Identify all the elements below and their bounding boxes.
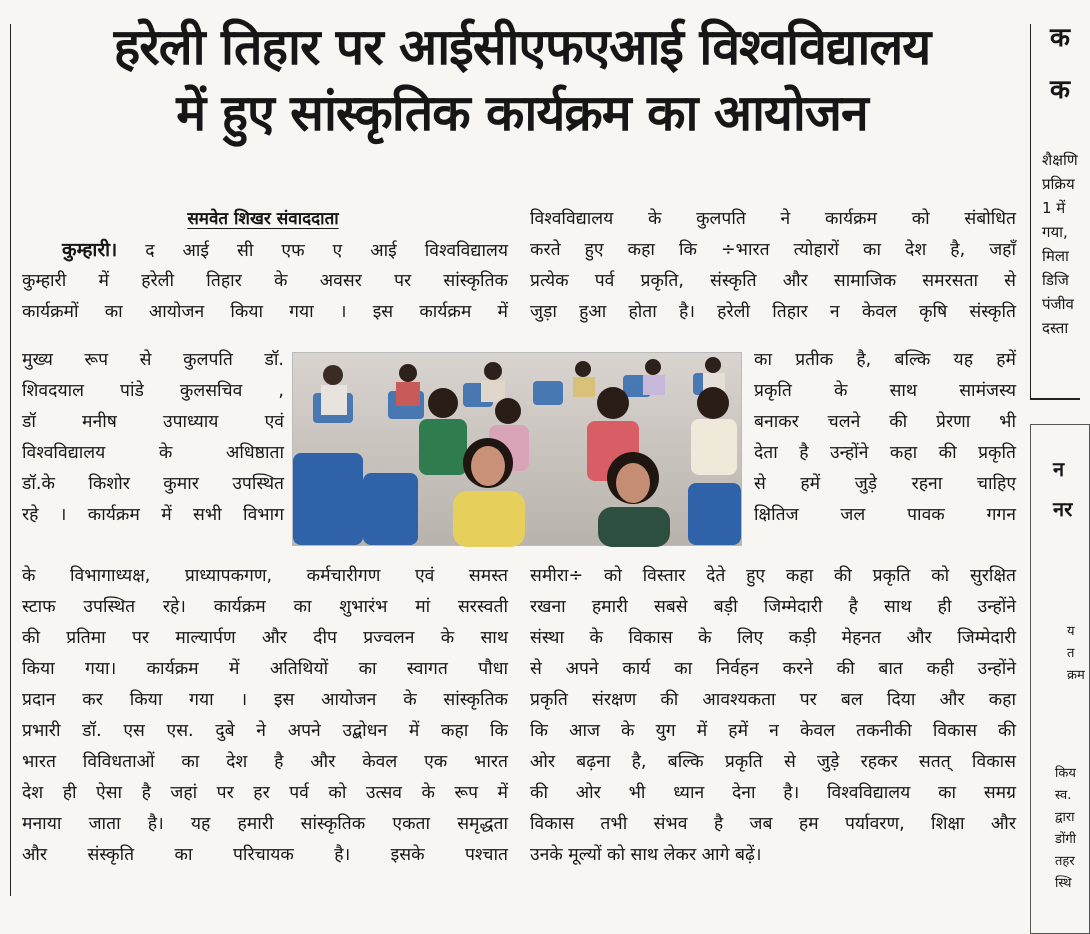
column-2-top bbox=[530, 204, 1016, 328]
text-line: गया, bbox=[1042, 223, 1068, 241]
adjacent-text bbox=[1042, 148, 1078, 340]
text-line: प्रदान कर किया गया । इस आयोजन के सांस्कृतिक bbox=[22, 690, 508, 710]
adjacent-box bbox=[1030, 424, 1090, 934]
text-line: रखना हमारी सबसे बड़ी जिम्मेदारी है साथ ही उन्होंने bbox=[530, 597, 1016, 617]
text-line: स्टाफ उपस्थित रहे। कार्यक्रम का शुभारंभ मां सरस्वती bbox=[22, 597, 508, 617]
text-line: कुम्हारी में हरेली तिहार के अवसर पर सांस्कृतिक bbox=[22, 271, 508, 291]
adjacent-headline-1: क bbox=[1050, 23, 1070, 53]
text-line: दस्ता bbox=[1042, 319, 1069, 337]
text-line: बनाकर चलने की प्रेरणा भी bbox=[754, 412, 1016, 432]
column-2-bottom bbox=[530, 561, 1016, 871]
text-line: कि आज के युग में हमें न केवल तकनीकी विकास की bbox=[530, 721, 1016, 741]
text-line: मुख्य रूप से कुलपति डॉ. bbox=[22, 350, 284, 370]
column-2-narrow bbox=[754, 345, 1016, 531]
text-line: प्रकृति संरक्षण की आवश्यकता पर बल दिया और कहा bbox=[530, 690, 1016, 710]
byline-text: समवेत शिखर संवाददाता bbox=[187, 209, 339, 229]
text-line: उनके मूल्यों को साथ लेकर आगे बढ़ें। bbox=[530, 845, 762, 865]
headline-line-2: में हुए सांस्कृतिक कार्यक्रम का आयोजन bbox=[176, 84, 868, 142]
text-line bbox=[22, 235, 508, 266]
text-line: प्रभारी डॉ. एस एस. दुबे ने अपने उद्बोधन में कहा कि bbox=[22, 721, 508, 741]
text-line: तहर bbox=[1055, 854, 1075, 869]
headline-line-1: हरेली तिहार पर आईसीएफएआई विश्वविद्यालय bbox=[113, 18, 931, 76]
text-line: रहे । कार्यक्रम में सभी विभाग bbox=[22, 505, 284, 525]
text-line: करते हुए कहा कि ÷भारत त्योहारों का देश है, जहाँ bbox=[530, 240, 1016, 260]
text-line: विकास तभी संभव है जब हम पर्यावरण, शिक्षा और bbox=[530, 814, 1016, 834]
byline bbox=[18, 206, 508, 229]
text-line: प्रकृति के साथ सामंजस्य bbox=[754, 381, 1016, 401]
box-text-1 bbox=[1067, 621, 1085, 687]
text-line: 1 में bbox=[1042, 199, 1066, 217]
event-photo bbox=[292, 352, 742, 546]
headline bbox=[14, 14, 1030, 146]
box-text-2 bbox=[1055, 763, 1076, 895]
sidebar-rule bbox=[1030, 24, 1031, 400]
box-headline-1: न bbox=[1053, 457, 1065, 481]
column-1-bottom bbox=[22, 561, 508, 871]
adjacent-headline-2: क bbox=[1050, 75, 1070, 105]
text-line: के विभागाध्यक्ष, प्राध्यापकगण, कर्मचारीगण एवं समस्त bbox=[22, 566, 508, 586]
text-line: देश ही ऐसा है जहां पर हर पर्व को उत्सव के रूप में bbox=[22, 783, 508, 803]
text-line: विश्वविद्यालय के कुलपति ने कार्यक्रम को संबोधित bbox=[530, 209, 1016, 229]
column-1-narrow bbox=[22, 345, 284, 531]
text-line: स्थि bbox=[1055, 876, 1072, 891]
left-column-rule bbox=[10, 24, 11, 896]
text-line: डोंगी bbox=[1055, 832, 1077, 847]
text-line: संस्था के विकास के लिए कड़ी मेहनत और जिम्मेदारी bbox=[530, 628, 1016, 648]
text-line: य bbox=[1067, 624, 1075, 639]
text-line: द्वारा bbox=[1055, 810, 1075, 825]
text-line: डॉ.के किशोर कुमार उपस्थित bbox=[22, 474, 284, 494]
text-line: मिला bbox=[1042, 247, 1069, 265]
text-line: जुड़ा हुआ होता है। हरेली तिहार न केवल कृषि संस्कृति bbox=[530, 302, 1016, 322]
text-line: त bbox=[1067, 646, 1075, 661]
text-line: मनाया जाता है। यह हमारी सांस्कृतिक एकता समृद्धता bbox=[22, 814, 508, 834]
text-line: विश्वविद्यालय के अधिष्ठाता bbox=[22, 443, 284, 463]
text-line-tail: द आई सी एफ ए आई विश्वविद्यालय bbox=[117, 241, 508, 261]
text-line: क्रम bbox=[1067, 668, 1085, 683]
text-line: किय bbox=[1055, 766, 1076, 781]
text-line: क्षितिज जल पावक गगन bbox=[754, 505, 1016, 525]
text-line: से अपने कार्य का निर्वहन करने की बात कही उन्होंने bbox=[530, 659, 1016, 679]
text-line: से हमें जुड़े रहना चाहिए bbox=[754, 474, 1016, 494]
text-line: डिजि bbox=[1042, 271, 1069, 289]
text-line: प्रत्येक पर्व प्रकृति, संस्कृति और सामाजिक समरसता से bbox=[530, 271, 1016, 291]
text-line: का प्रतीक है, बल्कि यह हमें bbox=[754, 350, 1016, 370]
text-line: और संस्कृति का परिचायक है। इसके पश्चात bbox=[22, 845, 508, 865]
text-line: की ओर भी ध्यान देना है। विश्वविद्यालय का समग्र bbox=[530, 783, 1016, 803]
text-line: पंजीव bbox=[1042, 295, 1074, 313]
text-line: किया गया। कार्यक्रम में अतिथियों का स्वागत पौधा bbox=[22, 659, 508, 679]
dateline: कुम्हारी। bbox=[62, 239, 118, 261]
text-line: की प्रतिमा पर माल्यार्पण और दीप प्रज्वलन के साथ bbox=[22, 628, 508, 648]
text-line: स्व. bbox=[1055, 788, 1072, 803]
text-line: समीरा÷ को विस्तार देते हुए कहा की प्रकृति को सुरक्षित bbox=[530, 566, 1016, 586]
text-line: कार्यक्रमों का आयोजन किया गया । इस कार्यक्रम में bbox=[22, 302, 508, 322]
text-line: देता है उन्होंने कहा की प्रकृति bbox=[754, 443, 1016, 463]
text-line: भारत विविधताओं का देश है और केवल एक भारत bbox=[22, 752, 508, 772]
column-1-top bbox=[22, 235, 508, 328]
text-line: प्रक्रिय bbox=[1042, 175, 1075, 193]
text-line: शैक्षणि bbox=[1042, 151, 1078, 169]
text-line: ओर बढ़ना है, बल्कि प्रकृति से जुड़े रहकर सतत् विकास bbox=[530, 752, 1016, 772]
text-line: डॉ मनीष उपाध्याय एवं bbox=[22, 412, 284, 432]
text-line: शिवदयाल पांडे कुलसचिव , bbox=[22, 381, 284, 401]
box-headline-2: नर bbox=[1053, 497, 1073, 521]
